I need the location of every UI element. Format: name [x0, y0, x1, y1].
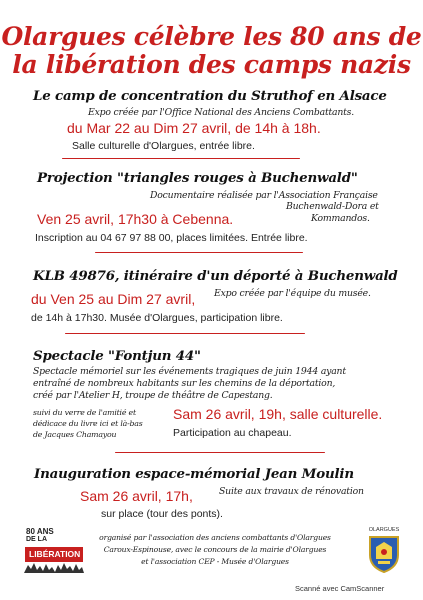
olargues-crest	[362, 527, 406, 575]
liberation-logo	[22, 527, 86, 573]
event-2-desc-2: Buchenwald-Dora et	[286, 201, 379, 212]
event-4-desc-2: entraîné de nombreux habitants sur les chemins de la déportation,	[33, 378, 336, 389]
crest-label: OLARGUES	[368, 527, 400, 533]
event-4-info: Participation au chapeau.	[173, 427, 292, 439]
event-5-heading: Inauguration espace-mémorial Jean Moulin	[34, 466, 354, 482]
footer-line-3: et l'association CEP - Musée d'Olargues	[141, 557, 289, 566]
footer-line-1: organisé par l'association des anciens combattants d'Olargues	[99, 533, 331, 542]
logo-text-liberation: LIBÉRATION	[29, 549, 81, 559]
event-3-date: du Ven 25 au Dim 27 avril,	[31, 291, 196, 307]
event-3-info: de 14h à 17h30. Musée d'Olargues, participation libre.	[31, 312, 283, 324]
event-2-heading: Projection "triangles rouges à Buchenwald"	[37, 170, 358, 186]
poster-title-line-1: Olargues célèbre les 80 ans de	[1, 22, 422, 51]
event-1-heading: Le camp de concentration du Struthof en Alsace	[33, 88, 387, 104]
event-4-desc-1: Spectacle mémoriel sur les événements tragiques de juin 1944 ayant	[33, 366, 346, 377]
divider-3	[65, 333, 305, 334]
event-5-date: Sam 26 avril, 17h,	[80, 488, 193, 504]
event-4-heading: Spectacle "Fontjun 44"	[33, 348, 201, 364]
event-4-extra-2: dédicace du livre ici et là-bas	[33, 419, 143, 428]
event-1-date: du Mar 22 au Dim 27 avril, de 14h à 18h.	[67, 120, 321, 136]
event-2-desc-3: Kommandos.	[311, 213, 370, 224]
event-1-desc: Expo créée par l'Office National des Anciens Combattants.	[88, 107, 355, 118]
crest-shield-icon	[368, 535, 400, 573]
event-5-desc: Suite aux travaux de rénovation	[219, 486, 364, 497]
event-2-info: Inscription au 04 67 97 88 00, places limitées. Entrée libre.	[35, 232, 308, 244]
divider-4	[115, 452, 325, 453]
poster-title-line-2: la libération des camps nazis	[12, 50, 411, 79]
divider-2	[95, 252, 303, 253]
logo-people-silhouette-icon	[22, 561, 86, 573]
logo-text-80-ans: 80 ANS	[26, 527, 54, 536]
event-5-info: sur place (tour des ponts).	[101, 508, 223, 520]
event-1-info: Salle culturelle d'Olargues, entrée libre.	[72, 140, 255, 152]
scanner-watermark: Scanné avec CamScanner	[295, 584, 385, 593]
divider-1	[62, 158, 300, 159]
logo-text-de-la: DE LA	[26, 536, 47, 543]
event-4-extra-3: de Jacques Chamayou	[33, 430, 117, 439]
event-4-desc-3: créé par l'Atelier H, troupe de théâtre de Capestang.	[33, 390, 273, 401]
event-3-heading: KLB 49876, itinéraire d'un déporté à Buchenwald	[33, 268, 398, 284]
event-4-date: Sam 26 avril, 19h, salle culturelle.	[173, 406, 383, 422]
footer-line-2: Caroux-Espinouse, avec le concours de la mairie d'Olargues	[103, 545, 327, 554]
event-2-date: Ven 25 avril, 17h30 à Cebenna.	[37, 211, 234, 227]
event-2-desc-1: Documentaire réalisée par l'Association Française	[150, 190, 378, 201]
event-3-desc: Expo créée par l'équipe du musée.	[214, 288, 371, 299]
event-4-extra-1: suivi du verre de l'amitié et	[33, 408, 136, 417]
